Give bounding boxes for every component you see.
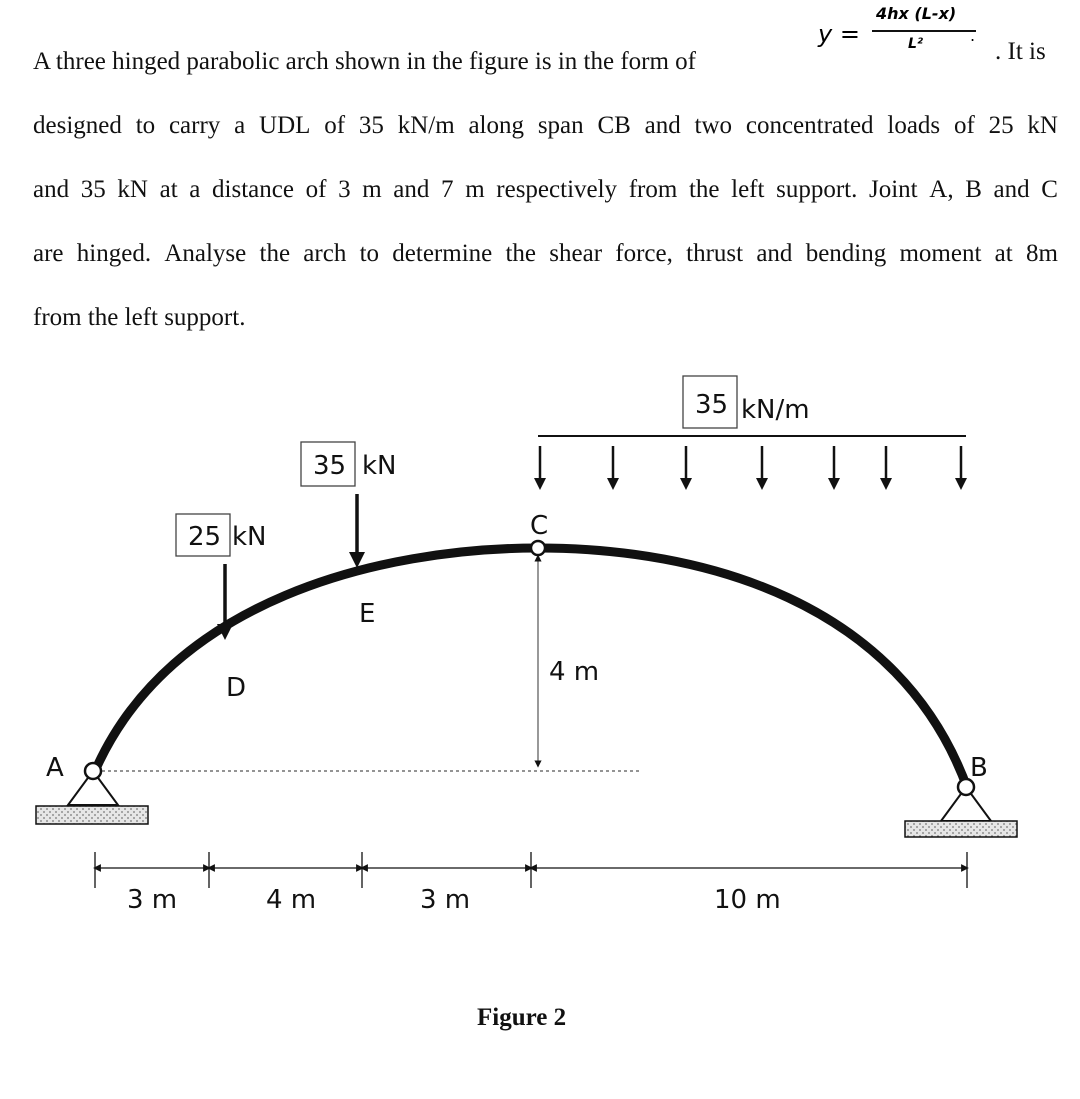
label-e: E [359,599,376,629]
span-dimensions [95,852,967,915]
equation-lhs: y = [818,20,860,48]
label-d: D [226,673,247,703]
problem-word: 7 [441,176,454,203]
udl-arrow-head [828,478,840,490]
problem-word: support. [776,176,858,203]
load-25kn [176,514,267,640]
problem-word: to [135,112,156,139]
problem-word: and [644,112,681,139]
problem-word: the [505,240,537,267]
problem-word: and [33,176,70,203]
udl-arrow-head [534,478,546,490]
hinge-c [531,541,545,555]
dimension-4m: 4 m [266,885,317,915]
problem-word: distance [212,176,294,203]
problem-word: are [33,240,64,267]
load-35kn-value: 35 [313,451,347,481]
label-b: B [970,753,988,783]
problem-word: to [359,240,380,267]
problem-word: kN [117,176,148,203]
problem-word: a [189,176,201,203]
load-25kn-unit: kN [232,522,267,552]
label-a: A [46,753,64,783]
problem-word: and [993,176,1030,203]
load-35kn-unit: kN [362,451,397,481]
problem-word: bending [805,240,887,267]
dimension-3m-right: 3 m [420,885,471,915]
rise-label: 4 m [549,657,600,687]
udl-arrow-head [955,478,967,490]
support-b [905,779,1017,837]
problem-word: hinged. [76,240,152,267]
problem-word: two [694,112,733,139]
equation-end: . [970,26,976,45]
problem-word: A, [929,176,954,203]
problem-word: of [324,112,346,139]
load-35kn [301,442,397,568]
udl-arrow-head [880,478,892,490]
problem-word: designed [33,112,122,139]
problem-word: of [953,112,975,139]
problem-word: the [688,176,720,203]
problem-word: loads [887,112,941,139]
problem-word: kN/m [397,112,455,139]
problem-word: force, [615,240,673,267]
problem-word: 8m [1025,240,1058,267]
equation-numerator: 4hx (L-x) [876,4,957,23]
problem-word: 25 [988,112,1014,139]
problem-word: left [731,176,765,203]
udl-arrow-head [680,478,692,490]
problem-word: thrust [686,240,744,267]
problem-word: determine [392,240,493,267]
problem-word: the [259,240,291,267]
udl-unit: kN/m [741,395,810,425]
udl-arrow-head [607,478,619,490]
udl-load [534,376,967,490]
problem-word: Analyse [164,240,247,267]
problem-word: C [1041,176,1058,203]
figure-caption: Figure 2 [477,1004,567,1031]
problem-word: m [362,176,382,203]
problem-line-1-tail: . It is [995,38,1046,65]
problem-word: B [965,176,982,203]
problem-word: a [234,112,246,139]
problem-word: UDL [259,112,311,139]
problem-word: and [393,176,430,203]
problem-word: arch [303,240,347,267]
problem-word: 35 [80,176,106,203]
problem-word: at [159,176,178,203]
udl-value: 35 [695,390,729,420]
problem-word: span [537,112,584,139]
problem-word: respectively [496,176,618,203]
problem-word: of [305,176,327,203]
dimension-3m-left: 3 m [127,885,178,915]
equation-denominator: L² [908,36,924,52]
problem-word: at [994,240,1013,267]
problem-word: kN [1027,112,1058,139]
problem-word: 3 [338,176,351,203]
udl-arrow-head [756,478,768,490]
problem-word: Joint [869,176,918,203]
load-25kn-value: 25 [188,522,222,552]
problem-word: m [465,176,485,203]
problem-word: concentrated [745,112,874,139]
problem-line-1: A three hinged parabolic arch shown in the figure is in the form of [33,48,697,75]
problem-word: CB [597,112,631,139]
problem-word: moment [899,240,982,267]
problem-word: along [468,112,524,139]
dimension-10m: 10 m [714,885,781,915]
problem-word: from [628,176,678,203]
problem-line-5: from the left support. [33,304,246,331]
problem-word: shear [549,240,603,267]
label-c: C [530,511,549,541]
problem-word: carry [168,112,221,139]
problem-word: 35 [358,112,384,139]
problem-word: and [756,240,793,267]
